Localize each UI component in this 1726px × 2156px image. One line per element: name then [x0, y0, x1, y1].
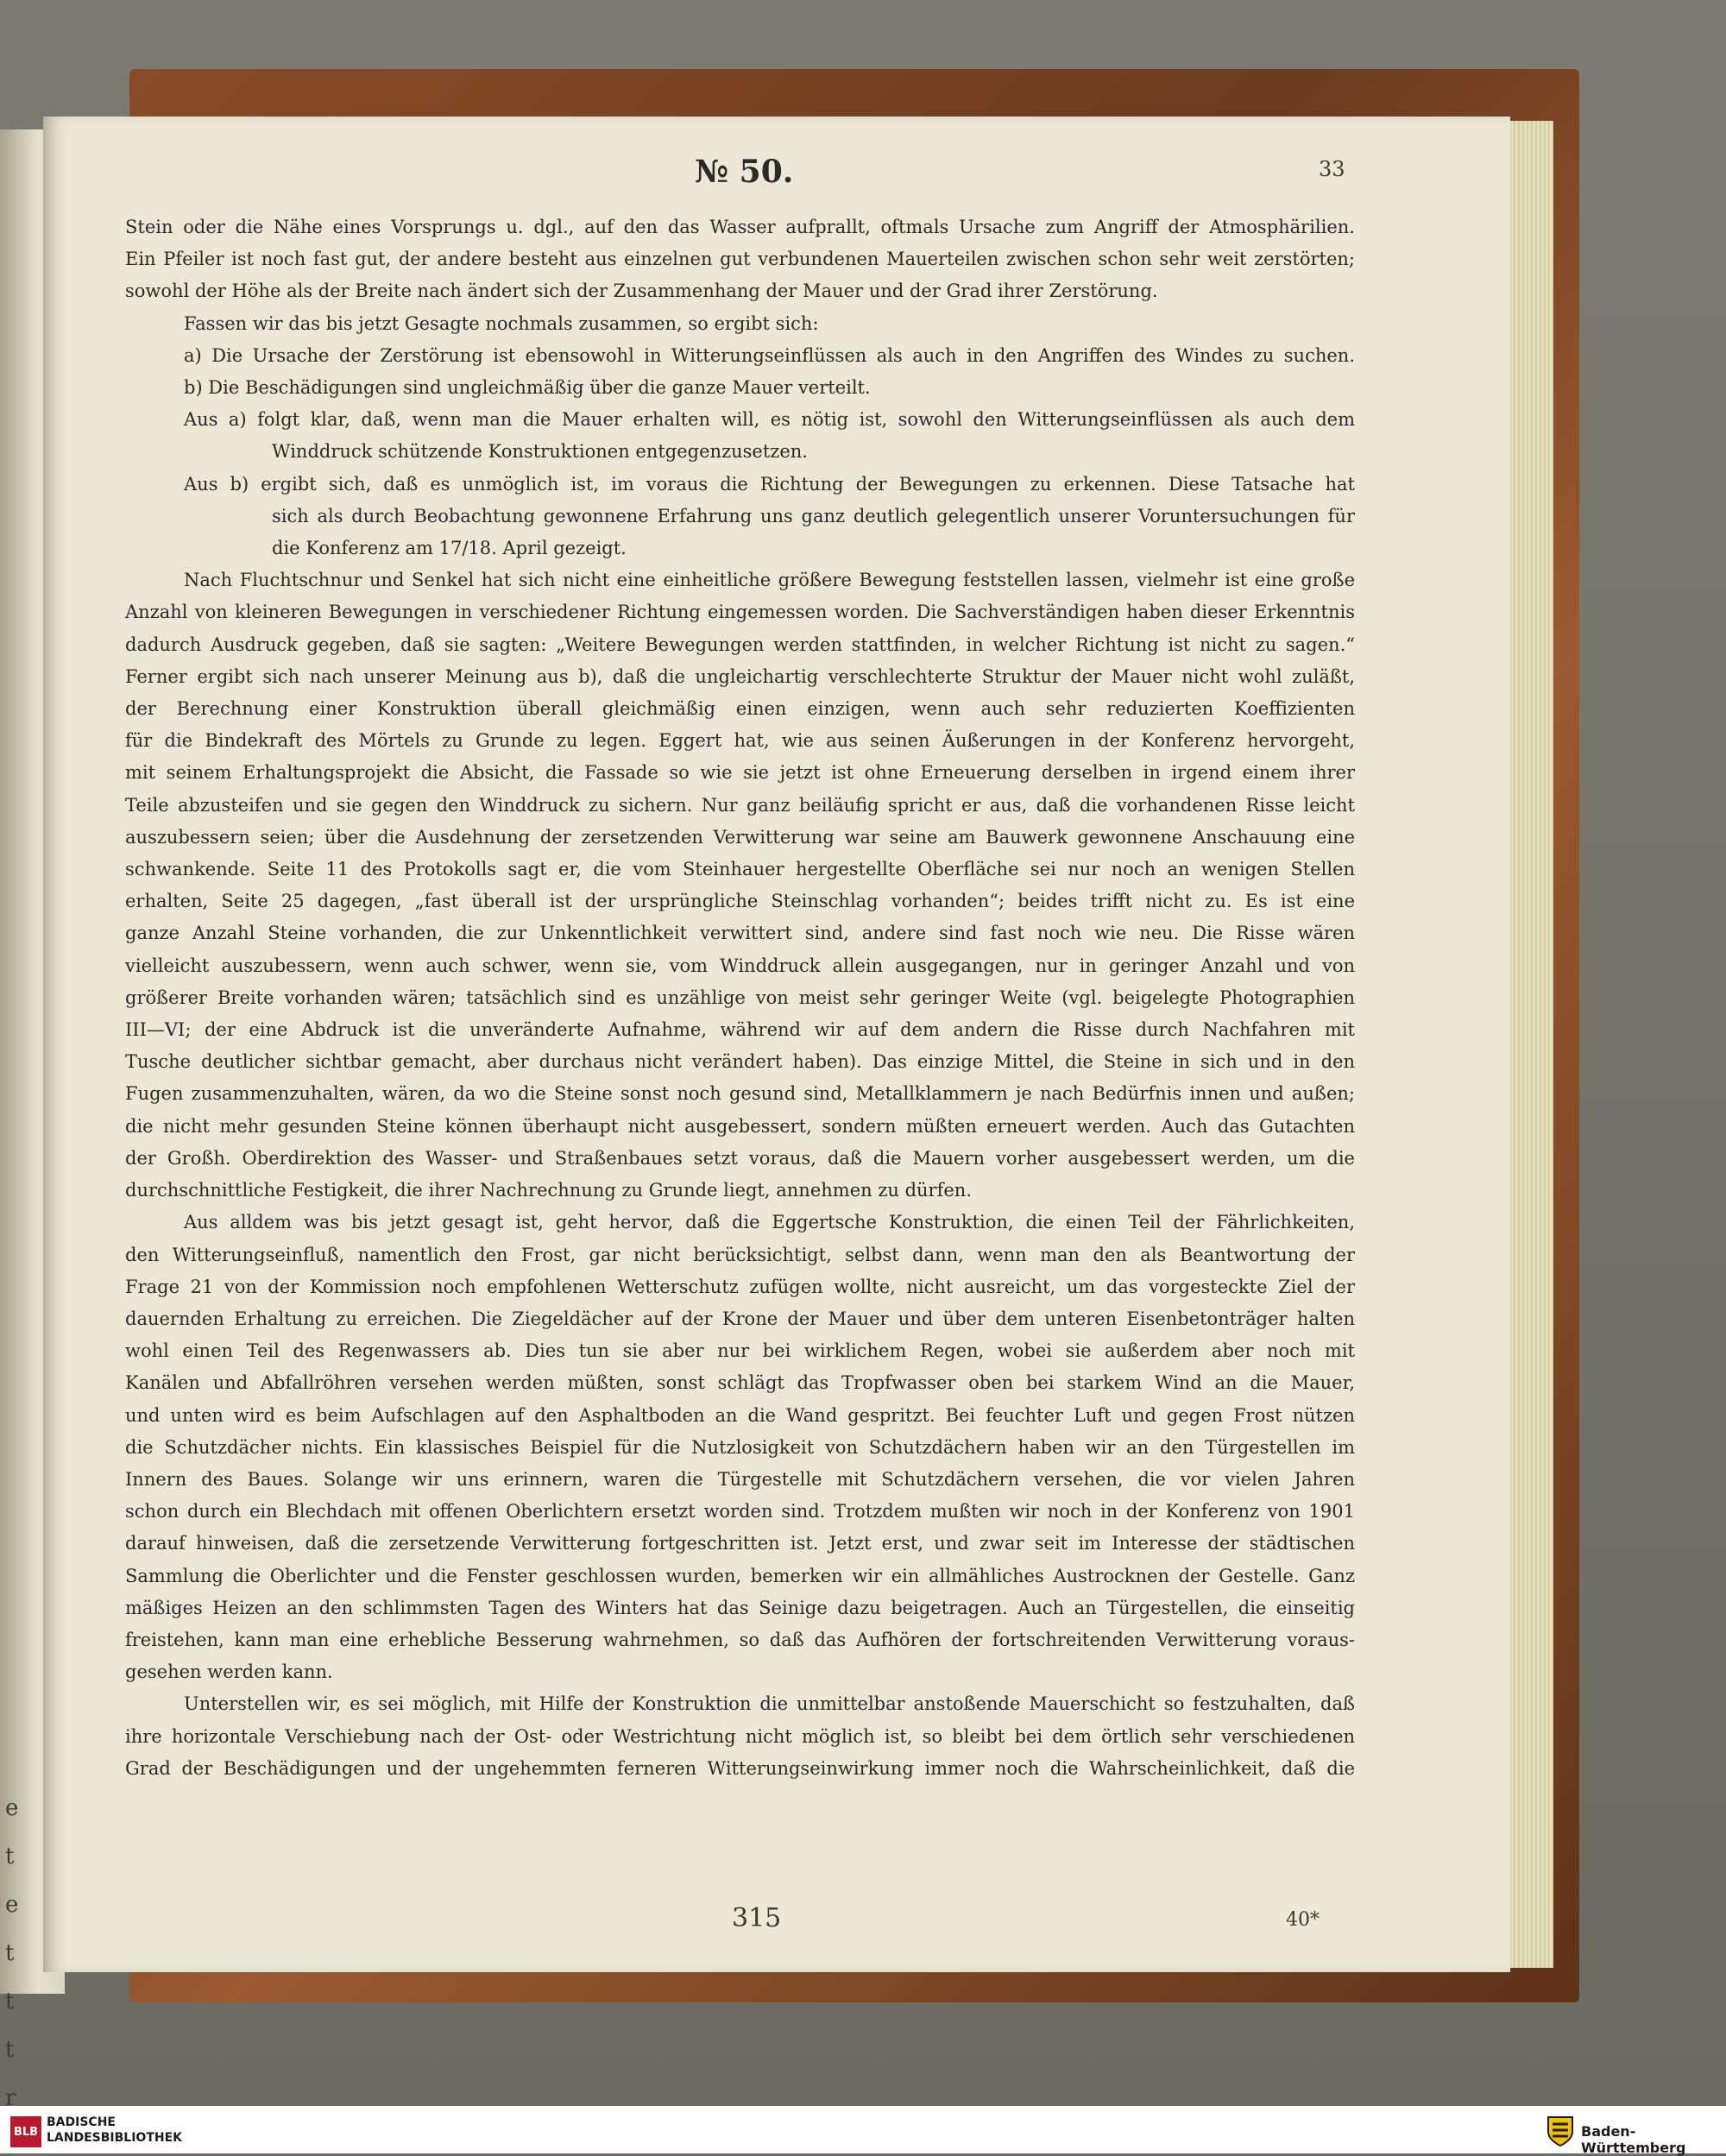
text-line: a) Die Ursache der Zerstörung ist ebensowohl in Witterungseinflüssen als auch in den Angriffen des Windes zu suchen. [184, 344, 1355, 366]
text-line: Innern des Baues. Solange wir uns erinnern, waren die Türgestelle mit Schutzdächern versehen, die vor vielen Jahren [125, 1468, 1355, 1490]
text-line: Kanälen und Abfallröhren versehen werden müßten, sonst schlägt das Tropfwasser oben bei starkem Wind an die Mauer, [125, 1372, 1355, 1394]
text-line: erhalten, Seite 25 dagegen, „fast überall ist der ursprüngliche Steinschlag vorhanden“; beides trifft nicht zu. Es ist eine [125, 891, 1355, 912]
branding-bar [0, 2106, 1726, 2153]
text-line: auszubessern seien; über die Ausdehnung der zersetzenden Verwitterung war seine am Bauwerk gewonnene Anschauung eine [125, 826, 1355, 848]
text-line: der Großh. Oberdirektion des Wasser- und Straßenbaues setzt voraus, daß die Mauern vorher ausgebessert werden, um die [125, 1147, 1355, 1169]
text-line: Winddruck schützende Konstruktionen entgegenzusetzen. [272, 441, 808, 463]
body-text [125, 211, 1355, 1785]
text-line: Anzahl von kleineren Bewegungen in verschiedener Richtung eingemessen worden. Die Sachverständigen haben dieser Erkenntnis [125, 602, 1355, 623]
text-line: sich als durch Beobachtung gewonnene Erfahrung uns ganz deutlich gelegentlich unserer Voruntersuchungen für [272, 505, 1355, 526]
text-line: Aus b) ergibt sich, daß es unmöglich ist, im voraus die Richtung der Bewegungen zu erkennen. Diese Tatsache hat [184, 473, 1355, 495]
text-line: die nicht mehr gesunden Steine können überhaupt nicht ausgebessert, sondern müßten erneuert werden. Auch das Gutachten [125, 1115, 1355, 1137]
text-line: Stein oder die Nähe eines Vorsprungs u. dgl., auf den das Wasser aufprallt, oftmals Ursache zum Angriff der Atmosphärilien. [125, 217, 1355, 237]
text-line: Sammlung die Oberlichter und die Fenster geschlossen wurden, bemerken wir ein allmähliches Austrocknen der Gestelle. Ganz [125, 1565, 1355, 1586]
blb-name[interactable] [47, 2115, 182, 2146]
text-line: ganze Anzahl Steine vorhanden, die zur Unkenntlichkeit verwittert sind, andere sind fast noch wie neu. Die Risse wären [125, 923, 1355, 944]
text-line: Teile abzusteifen und sie gegen den Winddruck zu sichern. Nur ganz beiläufig spricht er aus, daß die vorhandenen Risse leicht [125, 794, 1355, 816]
text-line: b) Die Beschädigungen sind ungleichmäßig über die ganze Mauer verteilt. [184, 377, 871, 399]
text-line: Tusche deutlicher sichtbar gemacht, aber durchaus nicht verändert haben). Das einzige Mittel, die Steine in sich und in den [125, 1051, 1355, 1073]
text-line: und unten wird es beim Aufschlagen auf den Asphaltboden an die Wand gespritzt. Bei feuchter Luft und gegen Frost nützen [125, 1404, 1355, 1426]
footer-signature: 40* [1286, 1909, 1320, 1931]
left-fragment: r [5, 2085, 16, 2106]
text-line: gesehen werden kann. [125, 1661, 333, 1683]
blb-name-line2: LANDESBIBLIOTHEK [47, 2131, 183, 2145]
text-line: schon durch ein Blechdach mit offenen Oberlichtern ersetzt worden sind. Trotzdem mußten wir noch in der Konferenz von 1901 [125, 1501, 1355, 1522]
left-fragment: e [5, 1892, 19, 1918]
text-line: Nach Fluchtschnur und Senkel hat sich nicht eine einheitliche größere Bewegung feststellen lassen, vielmehr ist eine große [184, 570, 1355, 591]
left-fragment: t [5, 1940, 15, 1966]
text-line: freistehen, kann man eine erhebliche Besserung wahrnehmen, so daß das Aufhören der fortschreitenden Verwitterung voraus- [125, 1629, 1355, 1650]
text-line: den Witterungseinfluß, namentlich den Frost, gar nicht berücksichtigt, selbst dann, wenn man den als Beantwortung der [125, 1244, 1355, 1265]
text-line: durchschnittliche Festigkeit, die ihrer Nachrechnung zu Grunde liegt, annehmen zu dürfen. [125, 1180, 972, 1201]
text-line: die Konferenz am 17/18. April gezeigt. [272, 538, 627, 559]
text-line: für die Bindekraft des Mörtels zu Grunde zu legen. Eggert hat, wie aus seinen Äußerungen in der Konferenz hervorgeht, [125, 730, 1355, 752]
text-line: Unterstellen wir, es sei möglich, mit Hilfe der Konstruktion die unmittelbar anstoßende Mauerschicht so festzuhalten, daß [184, 1693, 1355, 1715]
text-line: sowohl der Höhe als der Breite nach ändert sich der Zusammenhang der Mauer und der Grad ihrer Zerstörung. [125, 281, 1158, 302]
text-line: Fassen wir das bis jetzt Gesagte nochmals zusammen, so ergibt sich: [184, 312, 819, 334]
blb-logo[interactable]: BLB [10, 2116, 41, 2147]
left-fragment: t [5, 1989, 15, 2014]
text-line: mit seinem Erhaltungsprojekt die Absicht, die Fassade so wie sie jetzt ist ohne Erneuerung derselben in irgend einem ihrer [125, 762, 1355, 784]
text-line: wohl einen Teil des Regenwassers ab. Dies tun sie aber nur bei wirklichem Regen, wobei sie außerdem aber noch mit [125, 1340, 1355, 1362]
text-line: Aus alldem was bis jetzt gesagt ist, geht hervor, daß die Eggertsche Konstruktion, die einen Teil der Fährlichkeiten, [184, 1212, 1355, 1233]
footer-page-number: 315 [732, 1903, 782, 1933]
bw-coat-of-arms-icon[interactable] [1545, 2115, 1576, 2147]
text-line: dauernden Erhaltung zu erreichen. Die Ziegeldächer auf der Krone der Mauer und über dem unteren Eisenbetonträger halten [125, 1308, 1355, 1329]
bw-name[interactable]: Baden-Württemberg [1581, 2123, 1686, 2156]
text-line: ihre horizontale Verschiebung nach der Ost- oder Westrichtung nicht möglich ist, so bleibt bei dem örtlich sehr verschiedenen [125, 1725, 1355, 1747]
left-margin-fragments [5, 1795, 31, 2106]
left-fragment: t [5, 2037, 15, 2063]
page-header-page: 33 [1319, 157, 1345, 181]
blb-name-line1: BADISCHE [47, 2115, 116, 2129]
text-line: der Berechnung einer Konstruktion überall gleichmäßig einen einzigen, wenn auch sehr reduzierten Koeffizienten [125, 698, 1355, 720]
text-line: mäßiges Heizen an den schlimmsten Tagen des Winters hat das Seinige dazu beigetragen. Auch an Türgestellen, die einseitig [125, 1597, 1355, 1618]
text-line: Grad der Beschädigungen und der ungehemmten ferneren Witterungseinwirkung immer noch die Wahrscheinlichkeit, daß die [125, 1757, 1355, 1779]
text-line: dadurch Ausdruck gegeben, daß sie sagten: „Weitere Bewegungen werden stattfinden, in welcher Richtung ist nicht zu sagen.“ [125, 634, 1355, 655]
text-line: Ein Pfeiler ist noch fast gut, der andere besteht aus einzelnen gut verbundenen Mauerteilen zwischen schon sehr weit zerstörten; [125, 249, 1355, 270]
text-line: schwankende. Seite 11 des Protokolls sagt er, die vom Steinhauer hergestellte Oberfläche sei nur noch an wenigen Stellen [125, 859, 1355, 880]
left-fragment: t [5, 1844, 15, 1869]
text-line: größerer Breite vorhanden wären; tatsächlich sind es unzählige von meist sehr geringer Weite (vgl. beigelegte Photographien [125, 987, 1355, 1008]
text-line: die Schutzdächer nichts. Ein klassisches Beispiel für die Nutzlosigkeit von Schutzdächern haben wir an den Türgestellen im [125, 1436, 1355, 1458]
text-line: Ferner ergibt sich nach unserer Meinung aus b), daß die ungleichartig verschlechterte Struktur der Mauer nicht wohl zuläßt, [125, 665, 1355, 687]
text-line: Aus a) folgt klar, daß, wenn man die Mauer erhalten will, es nötig ist, sowohl den Witterungseinflüssen als auch dem [184, 409, 1355, 431]
text-line: Frage 21 von der Kommission noch empfohlenen Wetterschutz zufügen wollte, nicht ausreicht, um das vorgesteckte Ziel der [125, 1276, 1355, 1297]
text-line: darauf hinweisen, daß die zersetzende Verwitterung fortgeschritten ist. Jetzt erst, und zwar seit im Interesse der städtischen [125, 1533, 1355, 1554]
text-line: III—VI; der eine Abdruck ist die unveränderte Aufnahme, während wir auf dem andern die Risse durch Nachfahren mit [125, 1019, 1355, 1041]
text-line: vielleicht auszubessern, wenn auch schwer, wenn sie, vom Winddruck allein ausgegangen, nur in geringer Anzahl und von [125, 955, 1355, 976]
text-line: Fugen zusammenzuhalten, wären, da wo die Steine sonst noch gesund sind, Metallklammern je nach Bedürfnis innen und außen; [125, 1083, 1355, 1105]
left-fragment: e [5, 1795, 19, 1821]
page-header-number: № 50. [695, 154, 794, 190]
